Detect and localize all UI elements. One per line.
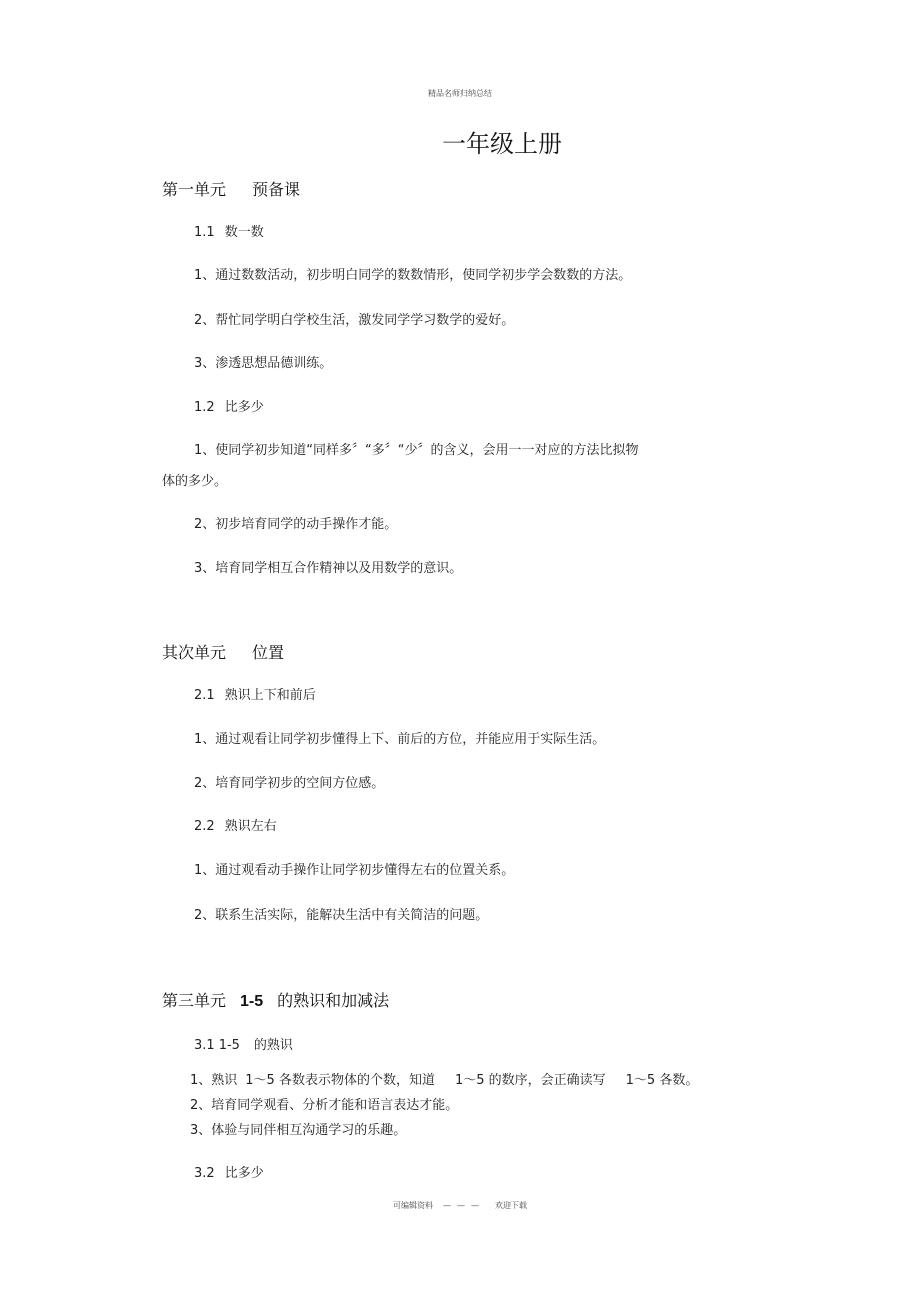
lesson-heading xyxy=(194,684,316,703)
lesson-heading xyxy=(194,815,277,834)
unit-range: 1-5 xyxy=(240,993,264,1010)
objective-item: 1、通过数数活动，初步明白同学的数数情形，使同学初步学会数数的方法。 xyxy=(194,268,632,283)
objective-item: 1、通过观看让同学初步懂得上下、前后的方位，并能应用于实际生活。 xyxy=(194,732,606,747)
objective-part: 1～5 的数序，会正确读写 xyxy=(454,1073,606,1088)
lesson-number: 1.1 xyxy=(194,225,215,240)
footer-note xyxy=(0,1200,920,1211)
objective-part: 1、熟识 xyxy=(190,1073,238,1088)
objective-item: 2、联系生活实际，能解决生活中有关简洁的问题。 xyxy=(194,908,489,923)
lesson-number: 1.2 xyxy=(194,400,215,415)
objective-item: 2、初步培育同学的动手操作才能。 xyxy=(194,517,398,532)
objective-item: 3、渗透思想品德训练。 xyxy=(194,356,333,371)
objective-part: 1～5 各数。 xyxy=(625,1073,699,1088)
lesson-heading xyxy=(194,1162,264,1181)
objective-item: 3、培育同学相互合作精神以及用数学的意识。 xyxy=(194,561,463,576)
objective-item: 1、通过观看动手操作让同学初步懂得左右的位置关系。 xyxy=(194,863,515,878)
unit-label: 其次单元 xyxy=(162,643,227,662)
objective-item xyxy=(190,1069,698,1088)
lesson-heading xyxy=(194,221,264,240)
footer-right: 欢迎下载 xyxy=(495,1201,527,1210)
footer-left: 可编辑资料 xyxy=(393,1201,433,1210)
objective-item: 1、使同学初步知道“同样多〞“多〞“少〞的含义，会用一一对应的方法比拟物 xyxy=(194,443,639,458)
lesson-number: 3.2 xyxy=(194,1166,215,1181)
unit-heading xyxy=(162,177,300,200)
footer-dashes: ——— xyxy=(443,1201,485,1210)
page-title: 一年级上册 xyxy=(442,130,562,158)
unit-heading xyxy=(162,988,389,1011)
unit-name: 预备课 xyxy=(252,180,301,199)
objective-item: 2、培育同学观看、分析才能和语言表达才能。 xyxy=(190,1098,459,1113)
unit-label: 第一单元 xyxy=(162,180,227,199)
lesson-name: 比多少 xyxy=(224,400,264,415)
objective-item: 2、培育同学初步的空间方位感。 xyxy=(194,776,385,791)
lesson-range: 1-5 xyxy=(218,1038,240,1053)
unit-name: 的熟识和加减法 xyxy=(277,991,390,1010)
lesson-number: 2.1 xyxy=(194,688,215,703)
lesson-name: 熟识左右 xyxy=(224,819,277,834)
unit-heading xyxy=(162,640,284,663)
lesson-number: 3.1 xyxy=(194,1038,215,1053)
lesson-number: 2.2 xyxy=(194,819,215,834)
lesson-name: 数一数 xyxy=(224,225,264,240)
objective-item: 3、体验与同伴相互沟通学习的乐趣。 xyxy=(190,1123,407,1138)
lesson-name: 比多少 xyxy=(224,1166,264,1181)
unit-label: 第三单元 xyxy=(162,991,227,1010)
lesson-heading xyxy=(194,396,264,415)
objective-item: 2、帮忙同学明白学校生活，激发同学学习数学的爱好。 xyxy=(194,313,515,328)
objective-part: 1～5 各数表示物体的个数，知道 xyxy=(245,1073,435,1088)
header-note: 精品名师归纳总结 xyxy=(428,89,492,98)
lesson-name: 熟识上下和前后 xyxy=(224,688,316,703)
objective-item-continued: 体的多少。 xyxy=(162,474,228,489)
lesson-heading xyxy=(194,1034,293,1053)
lesson-name: 的熟识 xyxy=(253,1038,293,1053)
unit-name: 位置 xyxy=(252,643,285,662)
